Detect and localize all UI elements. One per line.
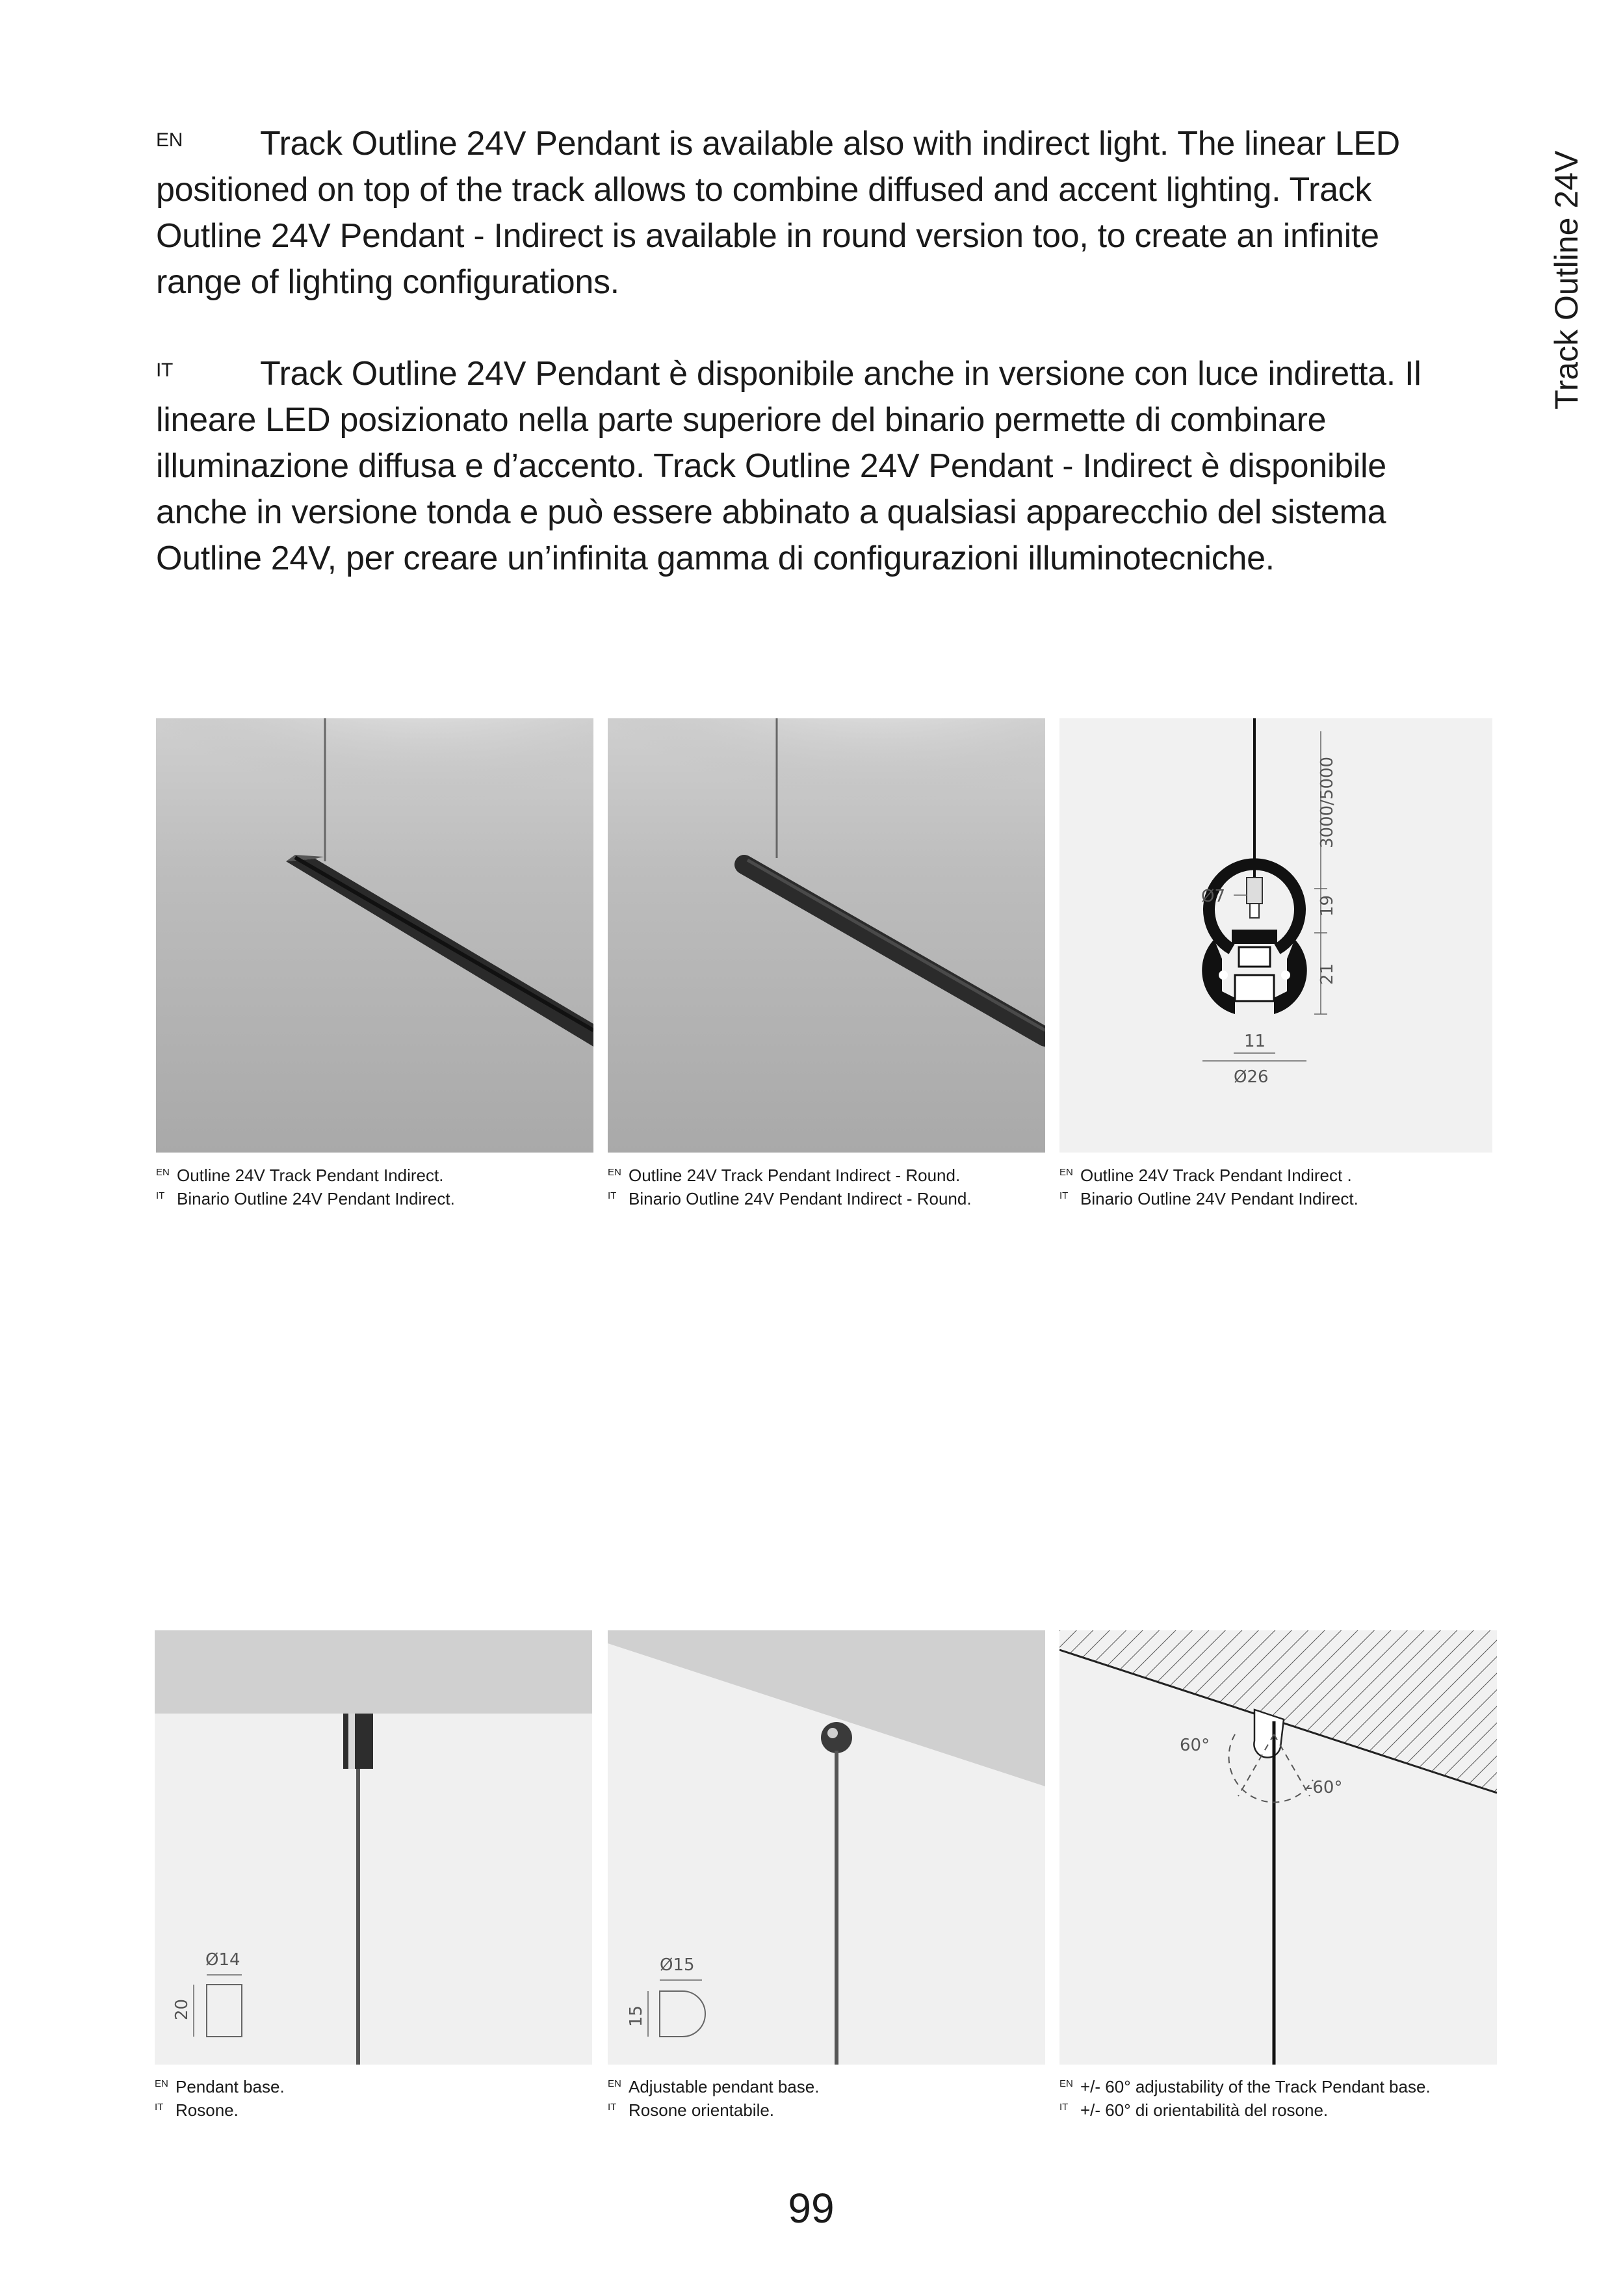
- caption-tag-it: IT: [1059, 1190, 1069, 1201]
- angle-left-label: 60°: [1180, 1736, 1210, 1755]
- lang-tag-it: IT: [156, 359, 174, 381]
- caption-tag-it: IT: [608, 2102, 617, 2113]
- caption-tag-it: IT: [1059, 2102, 1069, 2113]
- caption-tag-it: IT: [155, 2102, 164, 2113]
- caption-tag-en: EN: [1059, 2078, 1073, 2089]
- intro-en: [156, 121, 1456, 306]
- caption-text-it: Binario Outline 24V Pendant Indirect.: [1080, 1189, 1358, 1208]
- caption-text-en: +/- 60° adjustability of the Track Pendant base.: [1080, 2077, 1431, 2096]
- page-number: 99: [788, 2185, 835, 2232]
- caption-pendant-base: [155, 2075, 584, 2122]
- caption-text-it: Binario Outline 24V Pendant Indirect - Round.: [629, 1189, 972, 1208]
- dim-width: 11: [1244, 1032, 1266, 1051]
- caption-text-en: Adjustable pendant base.: [629, 2077, 820, 2096]
- caption-photo-round: [608, 1164, 1037, 1210]
- caption-text-en: Outline 24V Track Pendant Indirect .: [1080, 1166, 1352, 1185]
- dim-diameter: Ø26: [1234, 1067, 1269, 1087]
- dim-cable-diameter: Ø7: [1201, 887, 1226, 906]
- pendant-base-diameter: Ø14: [205, 1950, 240, 1970]
- product-photo-round: [608, 718, 1045, 1153]
- pendant-base-height: 20: [172, 1998, 192, 2020]
- caption-text-en: Outline 24V Track Pendant Indirect - Round.: [629, 1166, 961, 1185]
- product-photo-linear: [156, 718, 593, 1153]
- caption-text-it: Rosone.: [175, 2100, 239, 2120]
- angle-right-label: -60°: [1306, 1778, 1343, 1797]
- technical-drawing-section: [1059, 718, 1492, 1153]
- dim-height-top: 19: [1318, 894, 1337, 917]
- caption-tag-it: IT: [608, 1190, 617, 1201]
- adjustability-drawing: [1059, 1630, 1497, 2065]
- caption-tag-en: EN: [156, 1167, 170, 1178]
- caption-text-it: +/- 60° di orientabilità del rosone.: [1080, 2100, 1329, 2120]
- side-title: Track Outline 24V: [1548, 150, 1585, 410]
- caption-text-it: Binario Outline 24V Pendant Indirect.: [177, 1189, 455, 1208]
- caption-tag-en: EN: [1059, 1167, 1073, 1178]
- caption-adjustability: [1059, 2075, 1488, 2122]
- caption-photo-linear: [156, 1164, 585, 1210]
- caption-text-en: Pendant base.: [175, 2077, 285, 2096]
- caption-text-it: Rosone orientabile.: [629, 2100, 775, 2120]
- intro-it: [156, 351, 1456, 582]
- caption-adjustable-base: [608, 2075, 1037, 2122]
- caption-tag-it: IT: [156, 1190, 165, 1201]
- pendant-base-photo: [155, 1630, 592, 2065]
- intro-en-text: Track Outline 24V Pendant is available also with indirect light. The linear LED positioned on top of the track allows to combine diffused and accent lighting. Track Outline 24V Pendant - Indirect is available in round version too, to create an infinite range of lighting configurations.: [156, 125, 1400, 301]
- caption-drawing-section: [1059, 1164, 1488, 1210]
- adjustable-base-diameter: Ø15: [660, 1955, 695, 1975]
- adjustable-base-height: 15: [627, 2005, 646, 2027]
- caption-tag-en: EN: [608, 1167, 621, 1178]
- lang-tag-en: EN: [156, 129, 183, 151]
- dim-height-body: 21: [1318, 963, 1337, 985]
- adjustable-base-photo: [608, 1630, 1045, 2065]
- intro-it-text: Track Outline 24V Pendant è disponibile anche in versione con luce indiretta. Il lineare LED posizionato nella parte superiore del binario permette di combinare illuminazione diffusa e d’accento. Track Outline 24V Pendant - Indirect è disponibile anche in versione tonda e può essere abbinato a qualsiasi apparecchio del sistema Outline 24V, per creare un’infinita gamma di configurazioni illuminotecniche.: [156, 355, 1422, 577]
- dim-cable-length: 3000/5000: [1318, 756, 1337, 848]
- caption-text-en: Outline 24V Track Pendant Indirect.: [177, 1166, 444, 1185]
- caption-tag-en: EN: [155, 2078, 168, 2089]
- caption-tag-en: EN: [608, 2078, 621, 2089]
